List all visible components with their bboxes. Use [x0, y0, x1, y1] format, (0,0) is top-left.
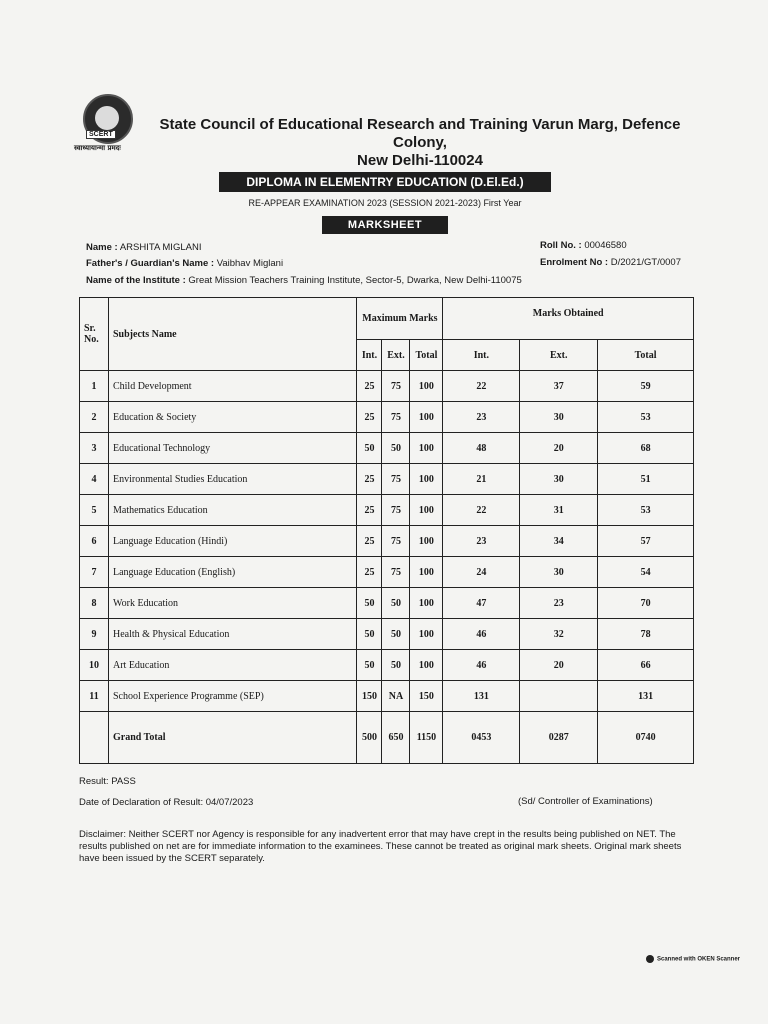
header-obt-total: Total: [598, 340, 694, 371]
table-row: [80, 681, 694, 712]
row-max-ext: 75: [382, 371, 410, 402]
row-max-int: 50: [357, 433, 382, 464]
row-max-total: 100: [410, 371, 443, 402]
header-obt-int: Int.: [443, 340, 520, 371]
row-max-total: 100: [410, 588, 443, 619]
row-obt-ext: 31: [520, 495, 598, 526]
table-row: [80, 526, 694, 557]
row-max-ext: NA: [382, 681, 410, 712]
row-srno: 9: [80, 619, 109, 650]
row-obt-int: 48: [443, 433, 520, 464]
student-name-row: [86, 242, 201, 253]
row-srno: 4: [80, 464, 109, 495]
row-max-ext: 50: [382, 588, 410, 619]
row-obt-ext: 20: [520, 433, 598, 464]
institution-title-line2: New Delhi-110024: [357, 152, 483, 169]
table-row: [80, 371, 694, 402]
disclaimer-text: Disclaimer: Neither SCERT nor Agency is responsible for any inadvertent error that may have crept in the results being published on NET. The results published on net are for immediate information to the examinees. These cannot be treated as original mark sheets. Original mark sheets have been issued by the SCERT separately.: [79, 829, 682, 864]
row-subject: Child Development: [108, 371, 356, 402]
document-type: MARKSHEET: [322, 216, 448, 234]
row-max-ext: 75: [382, 526, 410, 557]
student-name: ARSHITA MIGLANI: [119, 242, 202, 253]
father-name-row: [86, 258, 283, 269]
enrolment-row: [540, 257, 681, 268]
row-obt-int: 46: [443, 650, 520, 681]
table-row: [80, 433, 694, 464]
row-max-total: 100: [410, 650, 443, 681]
institute-name: Great Mission Teachers Training Institute, Sector-5, Dwarka, New Delhi-110075: [188, 275, 522, 286]
header-max-ext: Ext.: [382, 340, 410, 371]
table-row: [80, 402, 694, 433]
row-max-ext: 50: [382, 650, 410, 681]
header-max-int: Int.: [357, 340, 382, 371]
roll-number: 00046580: [584, 240, 627, 251]
scanner-logo-icon: [646, 955, 654, 963]
row-max-total: 100: [410, 495, 443, 526]
row-obt-total: 78: [598, 619, 694, 650]
row-obt-total: 59: [598, 371, 694, 402]
row-max-int: 50: [357, 650, 382, 681]
logo-emblem-center: [95, 106, 119, 130]
row-obt-int: 23: [443, 402, 520, 433]
result-status: Result: PASS: [79, 776, 136, 787]
row-max-ext: 75: [382, 557, 410, 588]
scanner-watermark: [646, 955, 740, 963]
row-max-total: 100: [410, 402, 443, 433]
row-srno: 10: [80, 650, 109, 681]
row-subject: School Experience Programme (SEP): [108, 681, 356, 712]
row-obt-total: 66: [598, 650, 694, 681]
table-row: [80, 619, 694, 650]
row-obt-total: 57: [598, 526, 694, 557]
row-obt-total: 51: [598, 464, 694, 495]
row-obt-int: 22: [443, 371, 520, 402]
row-max-int: 25: [357, 526, 382, 557]
signatory: (Sd/ Controller of Examinations): [518, 796, 653, 807]
header-srno: Sr. No.: [80, 298, 109, 371]
row-max-total: 100: [410, 464, 443, 495]
row-obt-ext: 30: [520, 464, 598, 495]
header-subject: Subjects Name: [108, 298, 356, 371]
row-max-int: 150: [357, 681, 382, 712]
row-obt-ext: 34: [520, 526, 598, 557]
grand-total-row: [80, 712, 694, 764]
grand-total-max-ext: 650: [382, 712, 410, 764]
row-max-ext: 50: [382, 433, 410, 464]
row-obt-total: 68: [598, 433, 694, 464]
row-obt-ext: 37: [520, 371, 598, 402]
exam-session: RE-APPEAR EXAMINATION 2023 (SESSION 2021-2023) First Year: [248, 198, 522, 208]
row-max-total: 100: [410, 526, 443, 557]
row-max-int: 25: [357, 557, 382, 588]
row-srno: 3: [80, 433, 109, 464]
row-obt-int: 131: [443, 681, 520, 712]
father-name: Vaibhav Miglani: [216, 258, 284, 269]
row-max-total: 100: [410, 433, 443, 464]
header-max-marks: Maximum Marks: [357, 298, 443, 340]
row-srno: 1: [80, 371, 109, 402]
table-row: [80, 650, 694, 681]
row-max-ext: 75: [382, 402, 410, 433]
row-obt-total: 70: [598, 588, 694, 619]
row-max-ext: 50: [382, 619, 410, 650]
row-obt-ext: 20: [520, 650, 598, 681]
enrolment-label: Enrolment No :: [540, 257, 609, 268]
row-max-int: 50: [357, 619, 382, 650]
table-row: [80, 557, 694, 588]
program-title: DIPLOMA IN ELEMENTRY EDUCATION (D.El.Ed.): [219, 172, 551, 192]
row-srno: 5: [80, 495, 109, 526]
row-obt-total: 53: [598, 402, 694, 433]
row-max-int: 50: [357, 588, 382, 619]
row-obt-int: 22: [443, 495, 520, 526]
row-srno: 2: [80, 402, 109, 433]
logo-motto: स्वाध्यायान्मा प्रमदः: [74, 144, 121, 152]
row-subject: Health & Physical Education: [108, 619, 356, 650]
row-subject: Language Education (English): [108, 557, 356, 588]
table-row: [80, 464, 694, 495]
row-obt-int: 46: [443, 619, 520, 650]
row-obt-total: 131: [598, 681, 694, 712]
row-obt-int: 24: [443, 557, 520, 588]
row-subject: Educational Technology: [108, 433, 356, 464]
row-srno: 7: [80, 557, 109, 588]
row-obt-int: 23: [443, 526, 520, 557]
row-obt-ext: 30: [520, 402, 598, 433]
grand-total-max-total: 1150: [410, 712, 443, 764]
row-max-int: 25: [357, 402, 382, 433]
row-max-total: 100: [410, 619, 443, 650]
row-subject: Language Education (Hindi): [108, 526, 356, 557]
row-max-int: 25: [357, 371, 382, 402]
institution-title-line1: State Council of Educational Research and Training Varun Marg, Defence Colony,: [159, 116, 681, 151]
institution-title: [140, 116, 700, 170]
institute-row: [86, 275, 522, 286]
row-max-int: 25: [357, 464, 382, 495]
row-subject: Art Education: [108, 650, 356, 681]
row-obt-ext: [520, 681, 598, 712]
grand-total-int: 0453: [443, 712, 520, 764]
roll-number-row: [540, 240, 627, 251]
row-obt-total: 54: [598, 557, 694, 588]
row-max-total: 150: [410, 681, 443, 712]
header-obt-ext: Ext.: [520, 340, 598, 371]
father-name-label: Father's / Guardian's Name :: [86, 258, 215, 269]
row-srno: 6: [80, 526, 109, 557]
row-subject: Mathematics Education: [108, 495, 356, 526]
roll-number-label: Roll No. :: [540, 240, 582, 251]
header-marks-obtained: Marks Obtained: [443, 298, 694, 340]
scanner-note: Scanned with OKEN Scanner: [657, 956, 741, 963]
row-obt-ext: 23: [520, 588, 598, 619]
table-row: [80, 495, 694, 526]
row-max-int: 25: [357, 495, 382, 526]
grand-total-max-int: 500: [357, 712, 382, 764]
row-srno: 11: [80, 681, 109, 712]
grand-total-ext: 0287: [520, 712, 598, 764]
scert-logo: [74, 94, 140, 154]
logo-label: SCERT: [86, 130, 116, 139]
row-max-total: 100: [410, 557, 443, 588]
row-subject: Work Education: [108, 588, 356, 619]
marks-table: [79, 297, 694, 764]
row-subject: Education & Society: [108, 402, 356, 433]
table-row: [80, 588, 694, 619]
row-obt-ext: 30: [520, 557, 598, 588]
declaration-date: Date of Declaration of Result: 04/07/2023: [79, 797, 254, 808]
row-obt-ext: 32: [520, 619, 598, 650]
header-max-total: Total: [410, 340, 443, 371]
row-subject: Environmental Studies Education: [108, 464, 356, 495]
institute-label: Name of the Institute :: [86, 275, 186, 286]
row-obt-total: 53: [598, 495, 694, 526]
row-obt-int: 21: [443, 464, 520, 495]
grand-total-total: 0740: [598, 712, 694, 764]
student-name-label: Name :: [86, 242, 118, 253]
grand-total-label: Grand Total: [108, 712, 356, 764]
enrolment-number: D/2021/GT/0007: [610, 257, 681, 268]
row-max-ext: 75: [382, 495, 410, 526]
row-obt-int: 47: [443, 588, 520, 619]
row-srno: 8: [80, 588, 109, 619]
row-max-ext: 75: [382, 464, 410, 495]
